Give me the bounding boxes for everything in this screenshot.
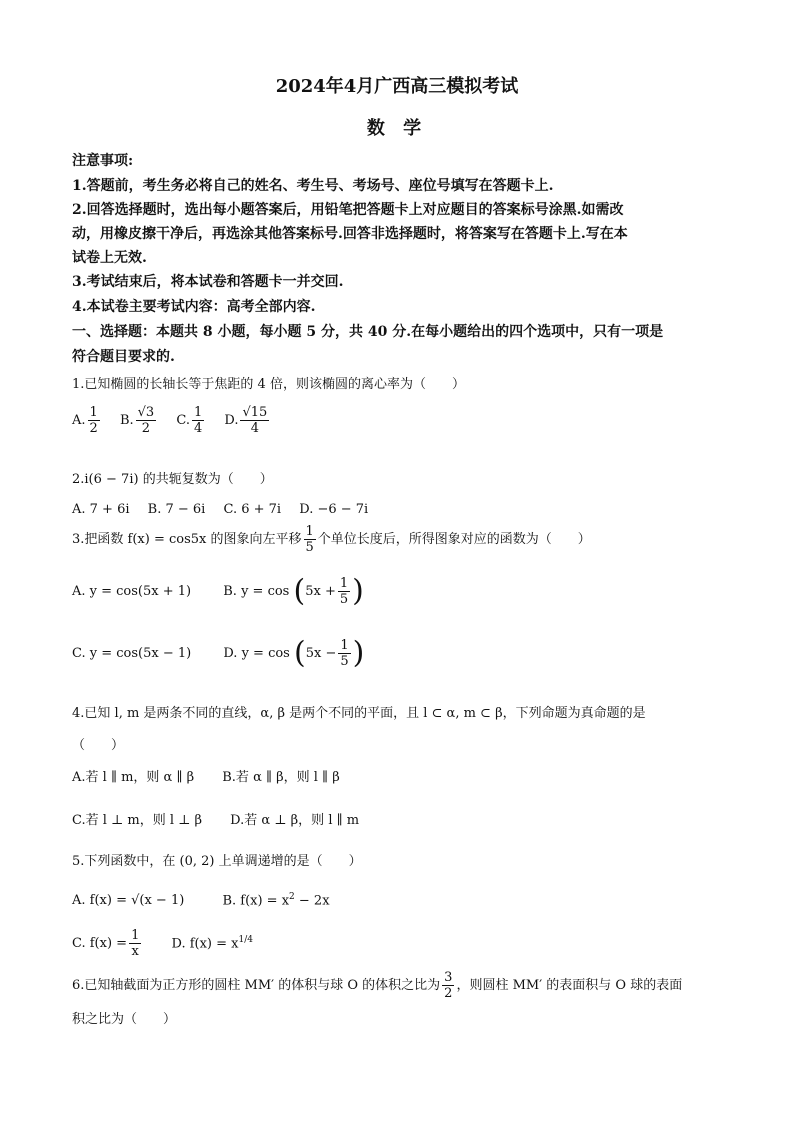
question-3-stem bbox=[72, 524, 591, 555]
stem-text: 个单位长度后，所得图象对应的函数为（ ） bbox=[317, 532, 591, 547]
option-d: D. −6 − 7i bbox=[299, 502, 369, 517]
denominator: 4 bbox=[250, 421, 260, 436]
denominator: 5 bbox=[305, 540, 314, 555]
question-1-options bbox=[72, 405, 285, 436]
notice-item: 2.回答选择题时，选出每小题答案后，用铅笔把答题卡上对应题目的答案标号涂黑.如需改 bbox=[72, 202, 624, 218]
numerator: 1 bbox=[89, 405, 98, 420]
notice-item: 4.本试卷主要考试内容：高考全部内容. bbox=[72, 299, 316, 315]
section-heading: 一、选择题：本题共 8 小题，每小题 5 分，共 40 分.在每小题给出的四个选项中，只有一项是 bbox=[72, 324, 664, 340]
fraction bbox=[192, 405, 204, 436]
question-1-stem: 1.已知椭圆的长轴长等于焦距的 4 倍，则该椭圆的离心率为（ ） bbox=[72, 377, 465, 392]
denominator: 2 bbox=[141, 421, 151, 436]
numerator: √15 bbox=[242, 405, 268, 420]
question-2-options bbox=[72, 502, 382, 517]
question-4-stem: 4.已知 l, m 是两条不同的直线，α, β 是两个不同的平面，且 l ⊂ α, m ⊂ β，下列命题为真命题的是 bbox=[72, 706, 646, 721]
option-text: D. y = cos bbox=[223, 646, 290, 661]
option-d: D.若 α ⊥ β，则 l ∥ m bbox=[230, 813, 360, 828]
option-label: A. bbox=[72, 413, 86, 428]
fraction bbox=[442, 970, 454, 1001]
stem-text: 6.已知轴截面为正方形的圆柱 MM′ 的体积与球 O 的体积之比为 bbox=[72, 978, 441, 993]
numerator: 3 bbox=[444, 970, 453, 985]
option-label: C. bbox=[176, 413, 190, 428]
fraction bbox=[304, 524, 316, 555]
option-c bbox=[176, 405, 206, 436]
notice-item: 试卷上无效. bbox=[72, 250, 147, 266]
numerator: 1 bbox=[193, 405, 203, 420]
option-b: B. 7 − 6i bbox=[147, 502, 206, 517]
option-label: B. bbox=[119, 413, 134, 428]
exponent: 2 bbox=[289, 892, 295, 902]
denominator: x bbox=[131, 944, 139, 959]
question-4-options-ab bbox=[72, 766, 354, 785]
denominator: 5 bbox=[339, 592, 349, 607]
denominator: 2 bbox=[89, 421, 98, 436]
left-paren: ( bbox=[293, 573, 306, 609]
option-b: B.若 α ∥ β，则 l ∥ β bbox=[222, 770, 340, 785]
fraction bbox=[136, 405, 157, 436]
option-b bbox=[223, 573, 364, 609]
fraction bbox=[338, 638, 350, 669]
question-4-options-cd bbox=[72, 809, 373, 828]
question-5-options-cd bbox=[72, 928, 267, 959]
notice-heading: 注意事项: bbox=[72, 153, 134, 169]
question-5-stem: 5.下列函数中，在 (0, 2) 上单调递增的是（ ） bbox=[72, 854, 362, 869]
option-text: D. f(x) = x bbox=[171, 936, 239, 951]
numerator: √3 bbox=[137, 405, 155, 420]
question-6-stem bbox=[72, 970, 682, 1001]
option-text: B. f(x) = x bbox=[222, 893, 290, 909]
option-a: A.若 l ∥ m，则 α ∥ β bbox=[72, 770, 195, 785]
question-4-paren: （ ） bbox=[72, 738, 125, 753]
section-heading-cont: 符合题目要求的. bbox=[72, 349, 175, 365]
option-b bbox=[222, 892, 329, 908]
question-5-options-ab bbox=[72, 892, 344, 908]
question-6-stem-cont: 积之比为（ ） bbox=[72, 1012, 177, 1027]
exponent: 1/4 bbox=[238, 934, 253, 945]
option-label: D. bbox=[224, 413, 239, 428]
left-paren: ( bbox=[294, 635, 306, 671]
denominator: 4 bbox=[193, 421, 203, 436]
stem-text: ，则圆柱 MM′ 的表面积与 O 球的表面 bbox=[456, 978, 683, 993]
right-paren: ) bbox=[352, 635, 365, 671]
option-a: A. 7 + 6i bbox=[72, 502, 130, 517]
option-c: C.若 l ⊥ m，则 l ⊥ β bbox=[72, 813, 203, 828]
option-text: 5x − bbox=[305, 646, 337, 661]
fraction bbox=[88, 405, 100, 436]
stem-text: 3.把函数 f(x) = cos5x 的图象向左平移 bbox=[72, 532, 302, 547]
fraction bbox=[240, 405, 269, 436]
question-3-options-cd bbox=[72, 635, 378, 671]
option-d bbox=[224, 405, 271, 436]
option-a: A. f(x) = √(x − 1) bbox=[72, 893, 185, 909]
option-c bbox=[72, 928, 143, 959]
notice-item: 3.考试结束后，将本试卷和答题卡一并交回. bbox=[72, 274, 344, 290]
denominator: 5 bbox=[340, 654, 349, 669]
option-c: C. 6 + 7i bbox=[223, 502, 282, 517]
subject-title: 数 学 bbox=[366, 118, 428, 139]
option-text: 5x + bbox=[305, 584, 336, 599]
denominator: 2 bbox=[444, 986, 453, 1001]
numerator: 1 bbox=[339, 576, 349, 591]
option-text: C. f(x) = bbox=[72, 936, 128, 951]
option-a: A. y = cos(5x + 1) bbox=[72, 584, 192, 599]
question-2-stem: 2.i(6 − 7i) 的共轭复数为（ ） bbox=[72, 472, 273, 487]
fraction bbox=[338, 576, 350, 607]
question-3-options-ab bbox=[72, 573, 378, 609]
notice-item: 1.答题前，考生务必将自己的姓名、考生号、考场号、座位号填写在答题卡上. bbox=[72, 178, 554, 194]
fraction bbox=[129, 928, 141, 959]
numerator: 1 bbox=[340, 638, 349, 653]
option-b bbox=[120, 405, 158, 436]
exam-title: 2024年4月广西高三模拟考试 bbox=[275, 76, 519, 97]
notice-item: 动，用橡皮擦干净后，再选涂其他答案标号.回答非选择题时，将答案写在答题卡上.写在本 bbox=[72, 226, 628, 242]
option-d bbox=[171, 935, 252, 951]
option-text: − 2x bbox=[294, 893, 330, 909]
option-d bbox=[223, 635, 365, 671]
numerator: 1 bbox=[131, 928, 140, 943]
right-paren: ) bbox=[352, 573, 364, 609]
option-c: C. y = cos(5x − 1) bbox=[72, 646, 192, 661]
option-a bbox=[72, 405, 102, 436]
numerator: 1 bbox=[305, 524, 314, 539]
option-text: B. y = cos bbox=[223, 584, 290, 599]
